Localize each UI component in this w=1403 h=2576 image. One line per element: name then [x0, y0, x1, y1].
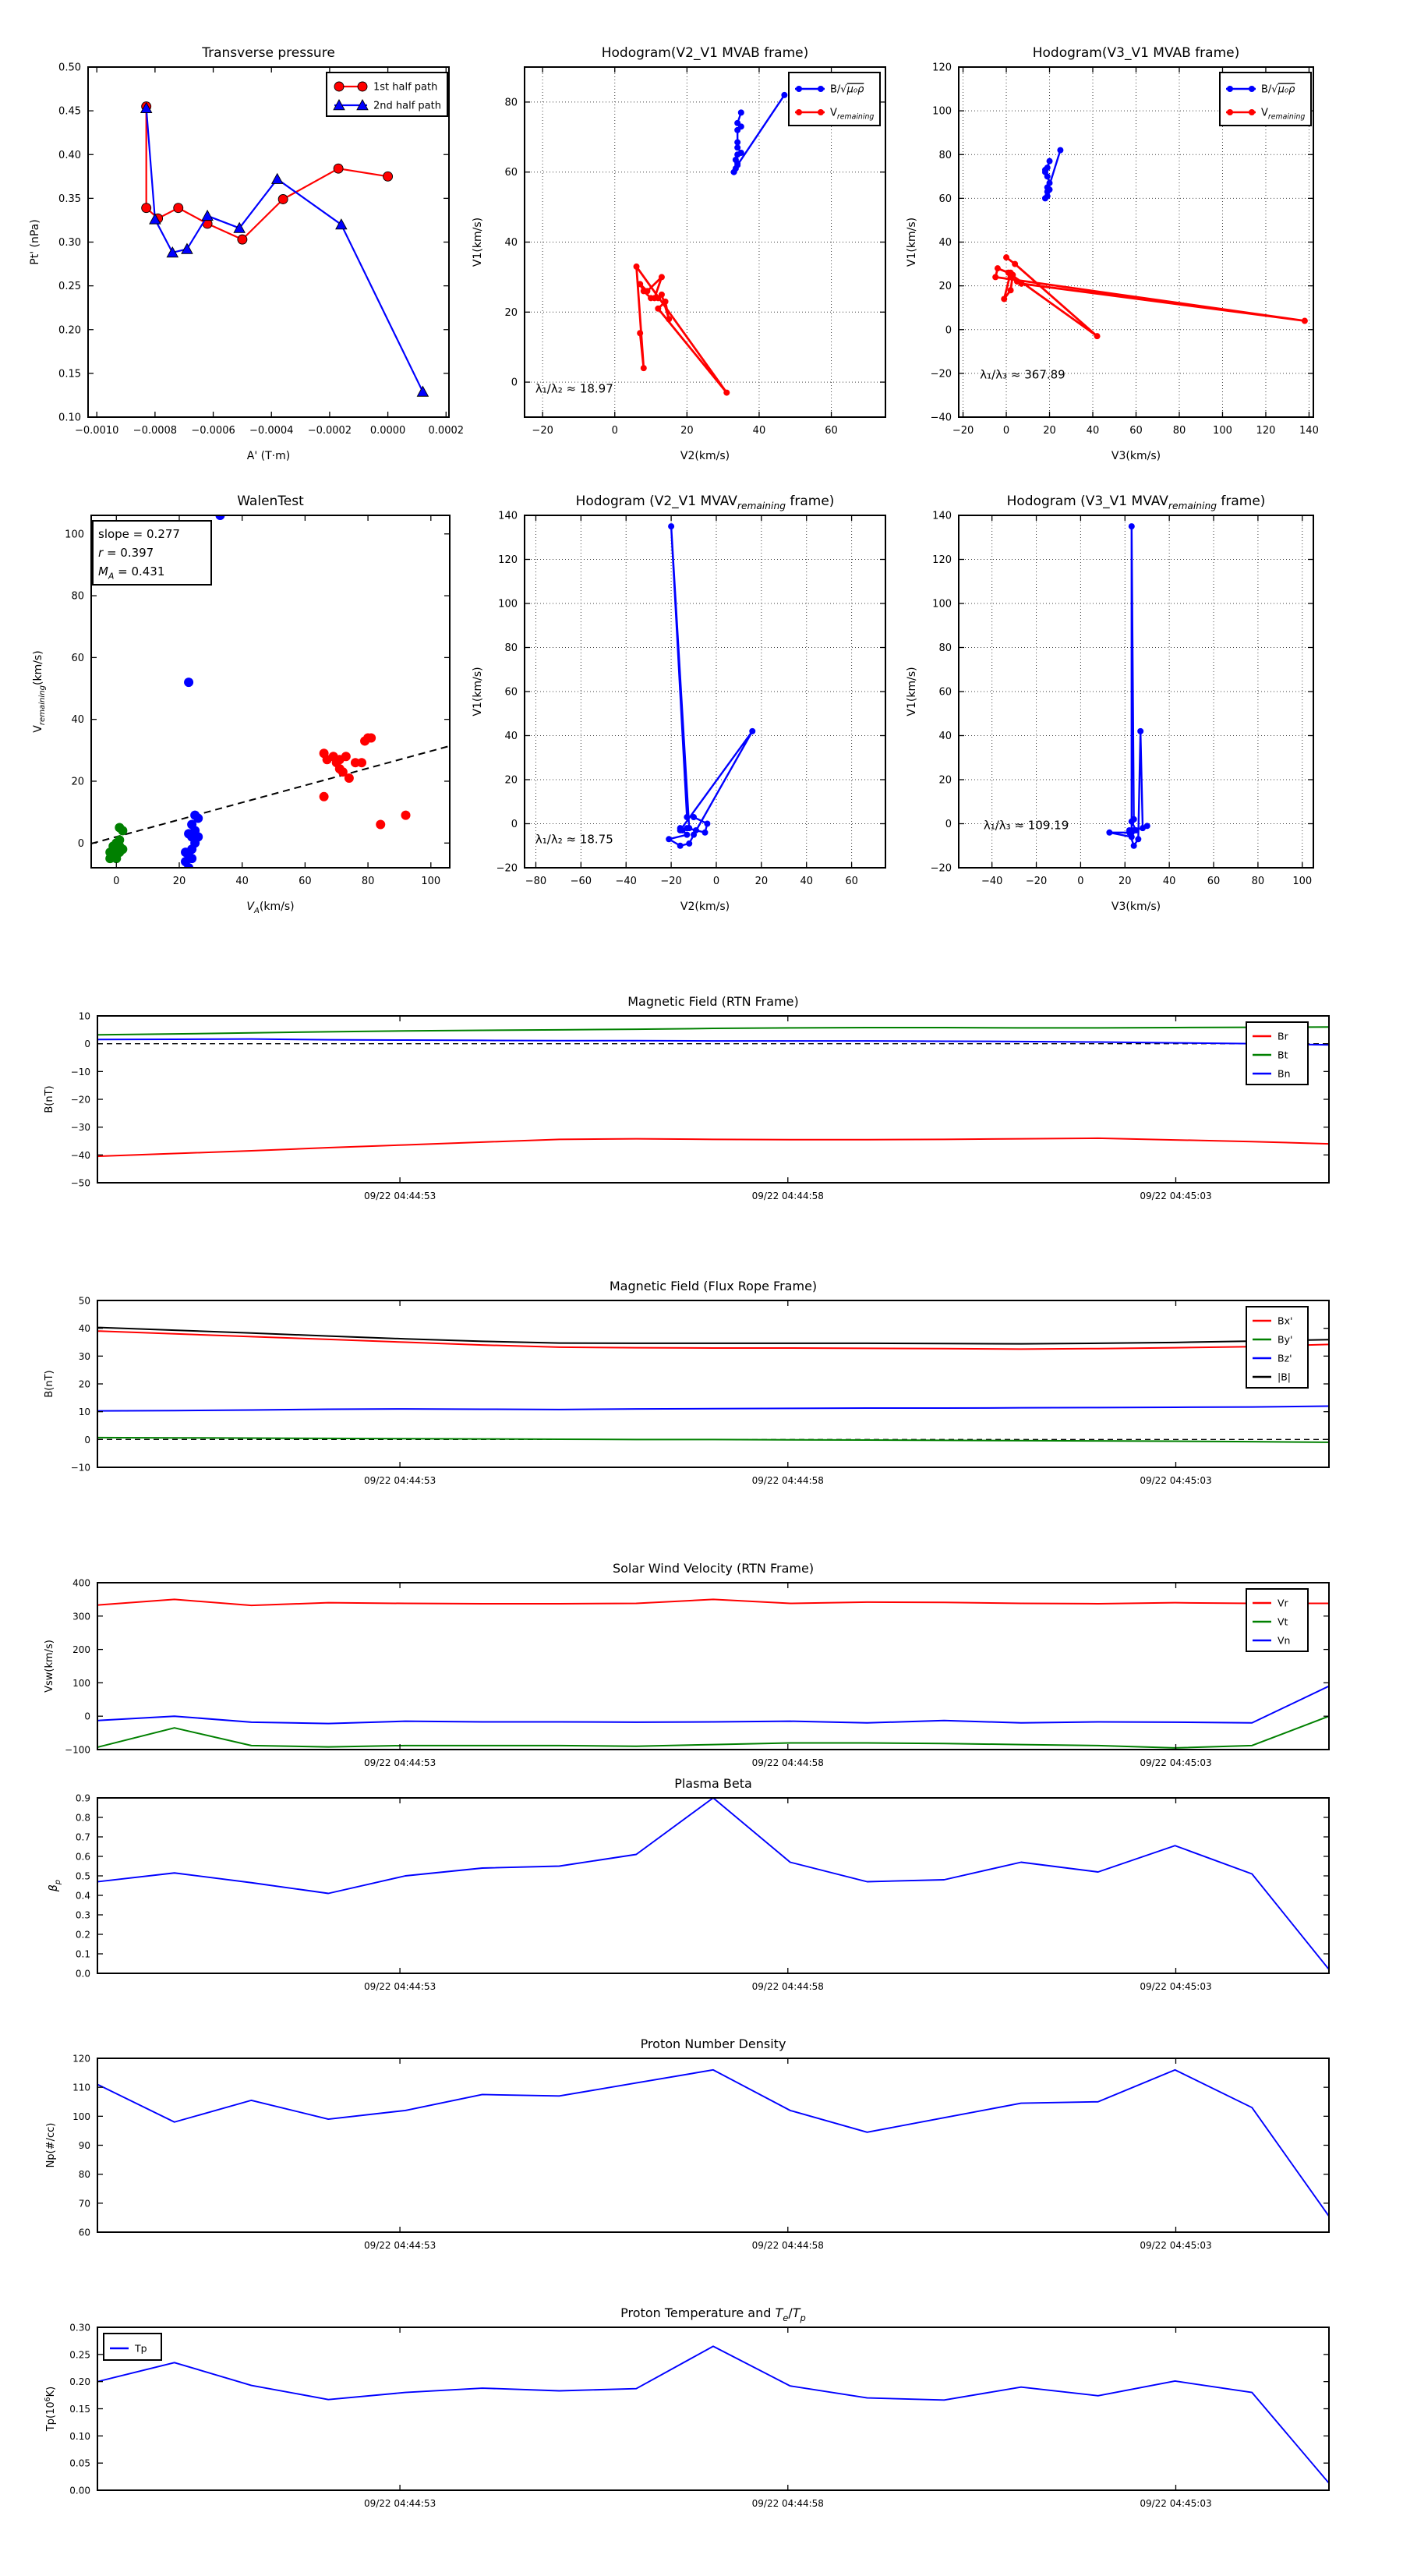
y-tick-label: 400	[72, 1577, 90, 1589]
y-tick-label: 80	[938, 642, 952, 654]
annotation-text: λ₁/λ₂ ≈ 18.97	[535, 381, 613, 396]
plot-title: Proton Temperature and $T_e/T_p$	[620, 2305, 806, 2323]
legend-label: Br	[1278, 1030, 1288, 1042]
legend-label: 1st half path	[373, 81, 438, 94]
y-tick-label: 0.15	[58, 368, 81, 380]
x-tick-label: −0.0008	[133, 425, 178, 437]
x-tick-label: −0.0010	[75, 425, 119, 437]
markers-1st half path	[142, 102, 393, 245]
y-tick-label: 120	[932, 62, 952, 74]
x-tick-label: 0	[611, 425, 618, 437]
x-tick-label: 0	[1002, 425, 1010, 437]
y-tick-label: 100	[498, 598, 518, 610]
x-tick-label: 09/22 04:44:58	[751, 2498, 824, 2509]
plot-p_h3b	[906, 45, 1319, 462]
y-tick-label: 30	[78, 1350, 90, 1362]
axes-frame	[97, 1300, 1329, 1467]
y-tick-label: 50	[78, 1295, 90, 1307]
x-tick-label: −0.0002	[307, 425, 352, 437]
x-tick-label: −0.0006	[191, 425, 235, 437]
x-tick-label: 40	[1162, 876, 1176, 887]
series-group	[141, 102, 429, 397]
tick-labels	[71, 1296, 1212, 1487]
y-tick-label: 60	[504, 167, 518, 179]
x-tick-label: 100	[1213, 425, 1232, 437]
y-axis-label: V1(km/s)	[472, 667, 484, 717]
y-tick-label: 0.50	[58, 62, 81, 74]
x-tick-label: 60	[1129, 425, 1143, 437]
y-tick-label: 20	[938, 774, 952, 787]
y-tick-label: 0.45	[58, 105, 81, 118]
x-tick-label: 0	[712, 876, 720, 887]
x-tick-label: 09/22 04:44:58	[751, 1757, 824, 1768]
y-tick-label: −20	[930, 862, 952, 875]
y-tick-label: 140	[498, 510, 518, 522]
y-tick-label: 120	[72, 2053, 90, 2065]
x-tick-label: 140	[1299, 425, 1319, 437]
y-axis-label: B(nT)	[44, 1085, 55, 1113]
plot-title: Transverse pressure	[202, 45, 335, 61]
legend-label: By'	[1278, 1333, 1293, 1346]
axes-frame	[88, 67, 449, 417]
y-tick-label: 80	[938, 149, 952, 161]
plot-title: Hodogram(V3_V1 MVAB frame)	[1032, 45, 1240, 61]
x-tick-label: −40	[615, 876, 637, 887]
plot-p_h2b	[472, 45, 885, 462]
x-tick-label: 20	[755, 876, 769, 887]
y-tick-label: 90	[78, 2140, 90, 2151]
y-tick-label: 0.40	[58, 149, 81, 161]
legend	[1246, 1307, 1308, 1388]
x-tick-label: 60	[1207, 876, 1221, 887]
plot-p_brtn	[44, 994, 1329, 1201]
x-tick-label: −20	[1025, 876, 1048, 887]
ticks	[97, 1798, 1329, 1973]
y-tick-label: 0.8	[75, 1812, 90, 1824]
x-tick-label: 20	[680, 425, 694, 437]
y-tick-label: 0.7	[75, 1831, 90, 1843]
series-group	[666, 523, 755, 849]
markers-2nd half path	[141, 103, 429, 396]
annotation-line: r = 0.397	[98, 546, 154, 560]
tick-labels	[76, 1793, 1212, 1993]
legend-label: Bn	[1278, 1067, 1291, 1080]
y-tick-label: 60	[504, 686, 518, 699]
y-tick-label: 0.6	[75, 1851, 90, 1863]
x-tick-label: −40	[981, 876, 1003, 887]
x-tick-label: 0.0000	[369, 425, 406, 437]
plot-p_walen	[32, 494, 450, 915]
legend	[1246, 1589, 1308, 1651]
x-tick-label: 80	[1172, 425, 1186, 437]
x-tick-label: −60	[570, 876, 592, 887]
y-tick-label: −50	[70, 1177, 90, 1189]
y-tick-label: 40	[78, 1323, 90, 1335]
x-tick-label: −80	[525, 876, 547, 887]
series-group	[97, 1599, 1329, 1747]
legend-label: B/√μ₀ρ	[1261, 83, 1295, 96]
x-tick-label: 09/22 04:44:58	[751, 1191, 824, 1201]
legend-label: 2nd half path	[373, 100, 441, 112]
y-tick-label: 0.25	[69, 2349, 90, 2361]
legend-label: Vt	[1278, 1615, 1288, 1628]
legend	[789, 73, 880, 126]
legend-label: B/√μ₀ρ	[830, 83, 864, 96]
y-tick-label: 20	[504, 306, 518, 319]
x-tick-label: 09/22 04:44:53	[363, 2498, 436, 2509]
y-tick-label: 300	[72, 1611, 90, 1622]
y-tick-label: 10	[78, 1010, 90, 1022]
y-tick-label: 110	[72, 2082, 90, 2093]
axes-frame	[97, 2327, 1329, 2490]
y-tick-label: 0.35	[58, 193, 81, 205]
y-tick-label: 0.30	[69, 2322, 90, 2334]
x-tick-label: 80	[1251, 876, 1265, 887]
plot-p_bfr	[44, 1279, 1329, 1486]
y-axis-label: B(nT)	[44, 1370, 55, 1398]
y-axis-label: Pt' (nPa)	[29, 219, 41, 265]
series-Np	[97, 2070, 1329, 2217]
y-axis-label: V1(km/s)	[472, 217, 484, 267]
legend	[104, 2334, 161, 2360]
x-tick-label: 09/22 04:44:58	[751, 1475, 824, 1486]
axes-frame	[97, 1583, 1329, 1750]
ticks	[97, 1300, 1329, 1467]
markers-V hodogram	[1106, 523, 1150, 849]
annotation-text: λ₁/λ₂ ≈ 18.75	[535, 832, 613, 847]
legend-label: Tp	[135, 2342, 147, 2355]
y-tick-label: 0.3	[75, 1909, 90, 1921]
x-axis-label: V2(km/s)	[680, 901, 730, 913]
plot-p_tp	[44, 2305, 1329, 2509]
x-tick-label: 09/22 04:44:53	[363, 1191, 436, 1201]
x-tick-label: 09/22 04:44:53	[363, 1475, 436, 1486]
series-Bn	[97, 1039, 1329, 1045]
y-tick-label: 140	[932, 510, 952, 522]
y-tick-label: 0.9	[75, 1792, 90, 1804]
plot-title: Hodogram(V2_V1 MVAB frame)	[601, 45, 809, 61]
x-tick-label: −0.0004	[249, 425, 294, 437]
plot-title: Hodogram (V3_V1 $MVAV_{remaining}$ frame)	[1006, 494, 1266, 512]
x-tick-label: 20	[1043, 425, 1056, 437]
y-axis-label: V1(km/s)	[906, 217, 918, 267]
y-tick-label: 40	[504, 237, 518, 249]
plot-title: Magnetic Field (RTN Frame)	[627, 994, 799, 1009]
series-group	[992, 147, 1308, 340]
y-tick-label: 60	[938, 686, 952, 699]
y-tick-label: 40	[938, 237, 952, 249]
x-tick-label: 40	[235, 876, 249, 887]
x-tick-label: 60	[845, 876, 858, 887]
y-tick-label: 0.25	[58, 281, 81, 293]
y-tick-label: 40	[504, 731, 518, 742]
markers-V_remaining	[992, 254, 1308, 339]
y-axis-label: $\beta_p$	[48, 1879, 63, 1892]
tick-labels	[65, 1578, 1212, 1769]
y-tick-label: 60	[938, 193, 952, 205]
y-tick-label: −20	[70, 1094, 90, 1106]
plot-p_h3v	[906, 494, 1313, 913]
y-tick-label: 20	[938, 281, 952, 293]
x-tick-label: 120	[1256, 425, 1276, 437]
y-tick-label: 80	[504, 642, 518, 654]
y-tick-label: 40	[71, 714, 84, 727]
y-tick-label: 80	[71, 590, 84, 603]
y-tick-label: 40	[938, 731, 952, 742]
y-tick-label: 60	[71, 652, 84, 664]
legend-label: Bx'	[1278, 1315, 1293, 1327]
plot-p_beta	[48, 1776, 1329, 1992]
series-Bt	[97, 1027, 1329, 1035]
x-tick-label: 40	[752, 425, 766, 437]
series-1st half path	[147, 107, 388, 240]
y-tick-label: 0.00	[69, 2485, 90, 2496]
y-tick-label: 0	[84, 1711, 90, 1722]
x-axis-label: V2(km/s)	[680, 450, 730, 462]
series-By'	[97, 1438, 1329, 1442]
y-axis-label: $Tp(10^6K)$	[44, 2386, 57, 2432]
x-tick-label: 09/22 04:45:03	[1140, 1757, 1212, 1768]
x-tick-label: 09/22 04:45:03	[1140, 1191, 1212, 1201]
series-Bz'	[97, 1407, 1329, 1411]
y-tick-label: 100	[932, 105, 952, 118]
x-tick-label: 09/22 04:45:03	[1140, 1475, 1212, 1486]
y-tick-label: 0	[511, 819, 518, 830]
series-B_alfven	[734, 95, 785, 172]
x-tick-label: 100	[1292, 876, 1313, 887]
x-tick-label: 60	[299, 876, 312, 887]
legend-label: $V_{remaining}$	[1261, 107, 1306, 122]
y-tick-label: −10	[70, 1066, 90, 1077]
series-fit line	[91, 746, 450, 844]
ticks	[88, 67, 449, 417]
x-tick-label: −20	[952, 425, 974, 437]
y-tick-label: 100	[72, 2111, 90, 2122]
legend-label: Bt	[1278, 1049, 1288, 1061]
y-tick-label: 0.30	[58, 237, 81, 249]
x-tick-label: 100	[421, 876, 441, 887]
annotation-line: slope = 0.277	[98, 527, 180, 541]
legend-label: |B|	[1278, 1371, 1291, 1383]
series-Tp	[97, 2346, 1329, 2483]
x-tick-label: 40	[800, 876, 813, 887]
legend-label: $V_{remaining}$	[830, 107, 875, 122]
y-tick-label: 0.05	[69, 2457, 90, 2469]
plot-p_pt	[29, 45, 464, 462]
y-tick-label: 0	[84, 1039, 90, 1050]
x-tick-label: 0.0002	[428, 425, 465, 437]
y-tick-label: 0.4	[75, 1890, 90, 1902]
x-tick-label: −20	[660, 876, 682, 887]
y-tick-label: 0.20	[69, 2376, 90, 2388]
y-tick-label: 80	[504, 97, 518, 109]
y-tick-label: 0.20	[58, 324, 81, 337]
y-tick-label: 80	[78, 2169, 90, 2181]
plot-title: Hodogram (V2_V1 $MVAV_{remaining}$ frame)	[575, 494, 835, 512]
series-group	[97, 1798, 1329, 1969]
y-tick-label: 0	[77, 837, 84, 850]
y-tick-label: 0.15	[69, 2404, 90, 2415]
x-tick-label: 09/22 04:45:03	[1140, 2498, 1212, 2509]
plot-p_h2v	[472, 494, 885, 913]
y-tick-label: 0.10	[58, 412, 81, 424]
axes-frame	[97, 1798, 1329, 1973]
x-tick-label: 09/22 04:44:58	[751, 1981, 824, 1992]
series-Vt	[97, 1716, 1329, 1748]
x-tick-label: 20	[1119, 876, 1132, 887]
plot-title: WalenTest	[237, 494, 304, 509]
y-axis-label: Vsw(km/s)	[44, 1640, 55, 1693]
series-Vn	[97, 1686, 1329, 1724]
ticks	[97, 2058, 1329, 2232]
plot-title: Magnetic Field (Flux Rope Frame)	[609, 1279, 818, 1293]
x-axis-label: V3(km/s)	[1111, 901, 1161, 913]
x-tick-label: −20	[532, 425, 553, 437]
series-V_remaining	[637, 267, 727, 393]
legend	[327, 73, 447, 116]
plot-title: Plasma Beta	[674, 1776, 752, 1791]
ticks	[97, 1583, 1329, 1750]
x-tick-label: 09/22 04:45:03	[1140, 1981, 1212, 1992]
legend	[1220, 73, 1311, 126]
x-tick-label: 40	[1086, 425, 1100, 437]
x-axis-label: V3(km/s)	[1111, 450, 1161, 462]
series-group	[97, 1027, 1329, 1156]
y-tick-label: 0.0	[75, 1968, 90, 1980]
series-V hodogram	[669, 526, 752, 846]
y-tick-label: −20	[496, 862, 518, 875]
series-group	[97, 2070, 1329, 2217]
y-tick-label: 120	[498, 554, 518, 566]
y-tick-label: −40	[70, 1149, 90, 1161]
y-tick-label: 0	[84, 1434, 90, 1445]
y-tick-label: −30	[70, 1122, 90, 1134]
tick-labels	[72, 2054, 1212, 2252]
series-V hodogram	[1109, 526, 1147, 846]
x-tick-label: 0	[1077, 876, 1084, 887]
x-tick-label: 09/22 04:44:58	[751, 2240, 824, 2251]
y-tick-label: −100	[65, 1744, 90, 1756]
y-tick-label: 100	[932, 598, 952, 610]
x-axis-label: $V_A(km/s)$	[246, 901, 295, 916]
grid	[959, 515, 1313, 868]
x-tick-label: 09/22 04:44:53	[363, 1757, 436, 1768]
y-tick-label: 100	[65, 529, 84, 541]
y-tick-label: −20	[930, 368, 952, 380]
markers-second half	[320, 733, 411, 829]
plot-p_np	[45, 2036, 1329, 2251]
x-axis-label: A' (T·m)	[246, 450, 291, 462]
markers-first half	[105, 569, 127, 863]
ticks	[97, 2327, 1329, 2490]
y-tick-label: −40	[930, 412, 952, 424]
tick-labels	[58, 62, 464, 437]
x-tick-label: 09/22 04:44:53	[363, 2240, 436, 2251]
y-tick-label: 0	[945, 819, 952, 830]
y-tick-label: 120	[932, 554, 952, 566]
y-tick-label: 0	[945, 324, 952, 337]
x-tick-label: 60	[825, 425, 838, 437]
y-tick-label: −10	[70, 1462, 90, 1474]
plot-title: Proton Number Density	[640, 2036, 786, 2051]
x-tick-label: 09/22 04:45:03	[1140, 2240, 1212, 2251]
series-Vr	[97, 1599, 1329, 1605]
y-tick-label: 0.1	[75, 1948, 90, 1960]
y-tick-label: 60	[78, 2227, 90, 2238]
series-group	[634, 92, 788, 396]
series-group	[97, 1328, 1329, 1442]
y-axis-label: Np(#/cc)	[45, 2122, 57, 2168]
x-tick-label: 09/22 04:44:53	[363, 1981, 436, 1992]
x-tick-label: 20	[172, 876, 186, 887]
axes-frame	[97, 2058, 1329, 2232]
y-tick-label: 200	[72, 1644, 90, 1656]
y-tick-label: 100	[72, 1677, 90, 1689]
y-axis-label: $V_{remaining}(km/s)$	[32, 650, 48, 733]
y-tick-label: 0.2	[75, 1929, 90, 1941]
y-tick-label: 0.10	[69, 2430, 90, 2442]
y-axis-label: V1(km/s)	[906, 667, 918, 717]
plot-title: Solar Wind Velocity (RTN Frame)	[612, 1561, 815, 1576]
series-beta_p	[97, 1798, 1329, 1969]
legend	[1246, 1022, 1308, 1085]
series-Br	[97, 1138, 1329, 1156]
x-tick-label: 80	[361, 876, 375, 887]
tick-labels	[69, 2323, 1211, 2510]
series-group	[97, 2346, 1329, 2483]
y-tick-label: 20	[78, 1378, 90, 1390]
y-tick-label: 70	[78, 2198, 90, 2210]
legend-label: Bz'	[1278, 1352, 1292, 1364]
annotation-text: λ₁/λ₃ ≈ 109.19	[983, 818, 1069, 833]
y-tick-label: 10	[78, 1407, 90, 1418]
y-tick-label: 0	[511, 377, 518, 389]
y-tick-label: 20	[504, 774, 518, 787]
series-group	[1106, 523, 1150, 849]
series-V_remaining	[995, 257, 1305, 336]
y-tick-label: 20	[71, 776, 84, 788]
annotation-text: λ₁/λ₃ ≈ 367.89	[980, 367, 1066, 382]
y-tick-label: 0.5	[75, 1870, 90, 1882]
x-tick-label: 0	[113, 876, 120, 887]
legend-label: Vr	[1278, 1597, 1288, 1609]
annotation-line: $M_A = 0.431$	[98, 564, 165, 582]
legend-label: Vn	[1278, 1634, 1291, 1647]
plot-p_vsw	[44, 1561, 1329, 1768]
series-|B|	[97, 1328, 1329, 1344]
